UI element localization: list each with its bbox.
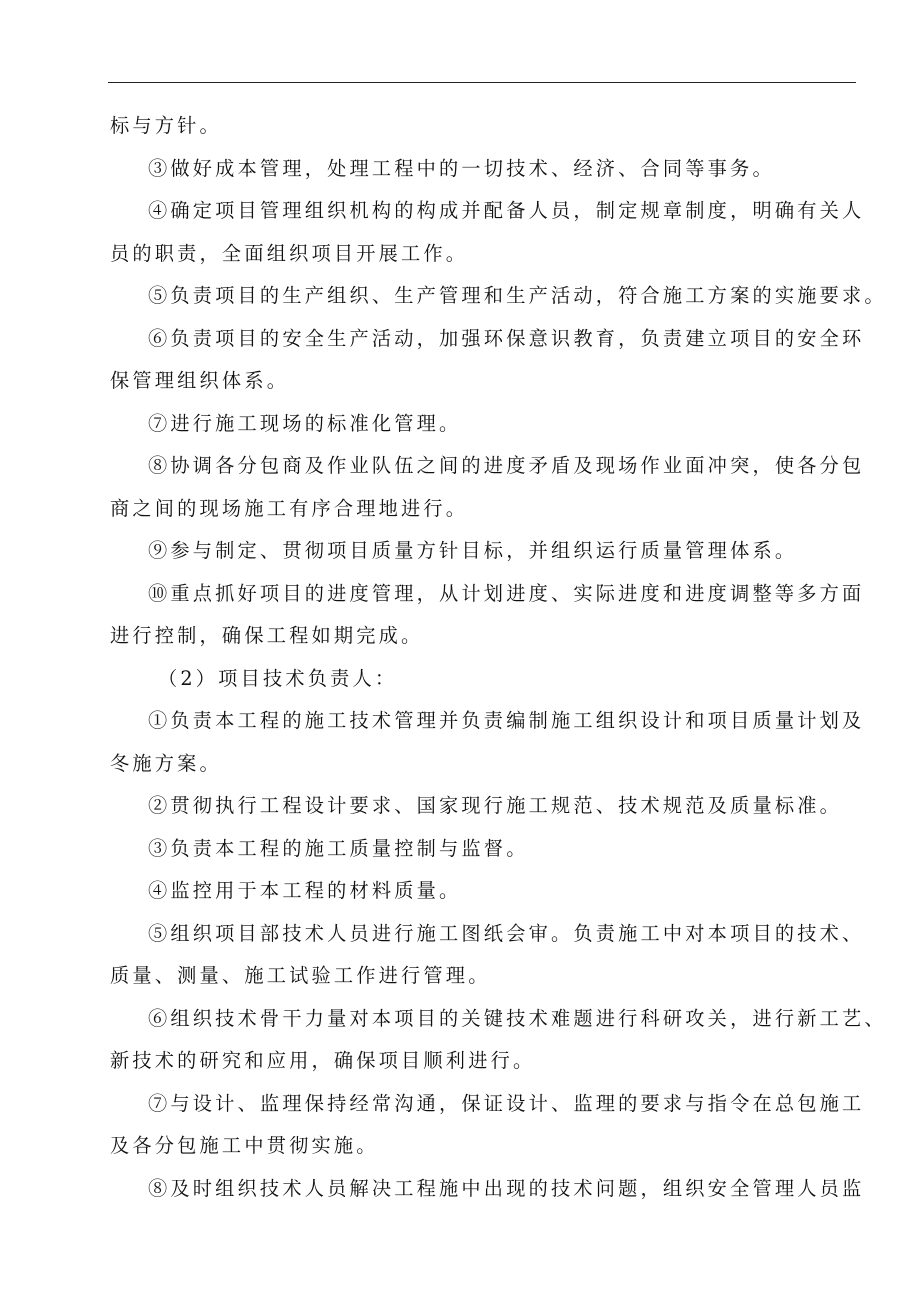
text-line: 新技术的研究和应用，确保项目顺利进行。 (110, 1049, 536, 1072)
text-line: 进行控制，确保工程如期完成。 (110, 624, 424, 647)
text-line: ④确定项目管理组织机构的构成并配备人员，制定规章制度，明确有关人 (148, 199, 865, 222)
text-line: 冬施方案。 (110, 751, 222, 775)
text-line: ⑧及时组织技术人员解决工程施中出现的技术问题，组织安全管理人员监 (148, 1176, 865, 1200)
section-heading: （2）项目技术负责人： (158, 666, 398, 690)
text-line: ⑤负责项目的生产组织、生产管理和生产活动，符合施工方案的实施要求。 (148, 284, 887, 307)
text-line: ③负责本工程的施工质量控制与监督。 (148, 836, 529, 860)
document-body (110, 105, 887, 1210)
text-line: ⑧协调各分包商及作业队伍之间的进度矛盾及现场作业面冲突，使各分包 (148, 454, 865, 477)
text-line: 员的职责，全面组织项目开展工作。 (110, 241, 469, 265)
text-line: ⑦与设计、监理保持经常沟通，保证设计、监理的要求与指令在总包施工 (148, 1091, 865, 1115)
text-line: 质量、测量、施工试验工作进行管理。 (110, 964, 491, 987)
text-line: ⑤组织项目部技术人员进行施工图纸会审。负责施工中对本项目的技术、 (148, 921, 865, 945)
text-line: ④监控用于本工程的材料质量。 (148, 879, 462, 902)
header-rule (108, 82, 856, 83)
text-line: ⑥负责项目的安全生产活动，加强环保意识教育，负责建立项目的安全环 (148, 326, 865, 350)
text-line: ③做好成本管理，处理工程中的一切技术、经济、合同等事务。 (148, 156, 775, 180)
text-line: ①负责本工程的施工技术管理并负责编制施工组织设计和项目质量计划及 (148, 709, 865, 732)
text-line: 及各分包施工中贯彻实施。 (110, 1134, 379, 1157)
text-line: ⑦进行施工现场的标准化管理。 (148, 411, 462, 435)
text-line: ⑨参与制定、贯彻项目质量方针目标，并组织运行质量管理体系。 (148, 539, 798, 562)
text-line: 商之间的现场施工有序合理地进行。 (110, 496, 469, 520)
text-line: 保管理组织体系。 (110, 369, 290, 392)
text-line: ⑩重点抓好项目的进度管理，从计划进度、实际进度和进度调整等多方面 (148, 581, 865, 605)
text-line: 标与方针。 (110, 114, 222, 137)
text-line: ②贯彻执行工程设计要求、国家现行施工规范、技术规范及质量标准。 (148, 794, 843, 817)
text-line: ⑥组织技术骨干力量对本项目的关键技术难题进行科研攻关，进行新工艺、 (148, 1006, 887, 1030)
